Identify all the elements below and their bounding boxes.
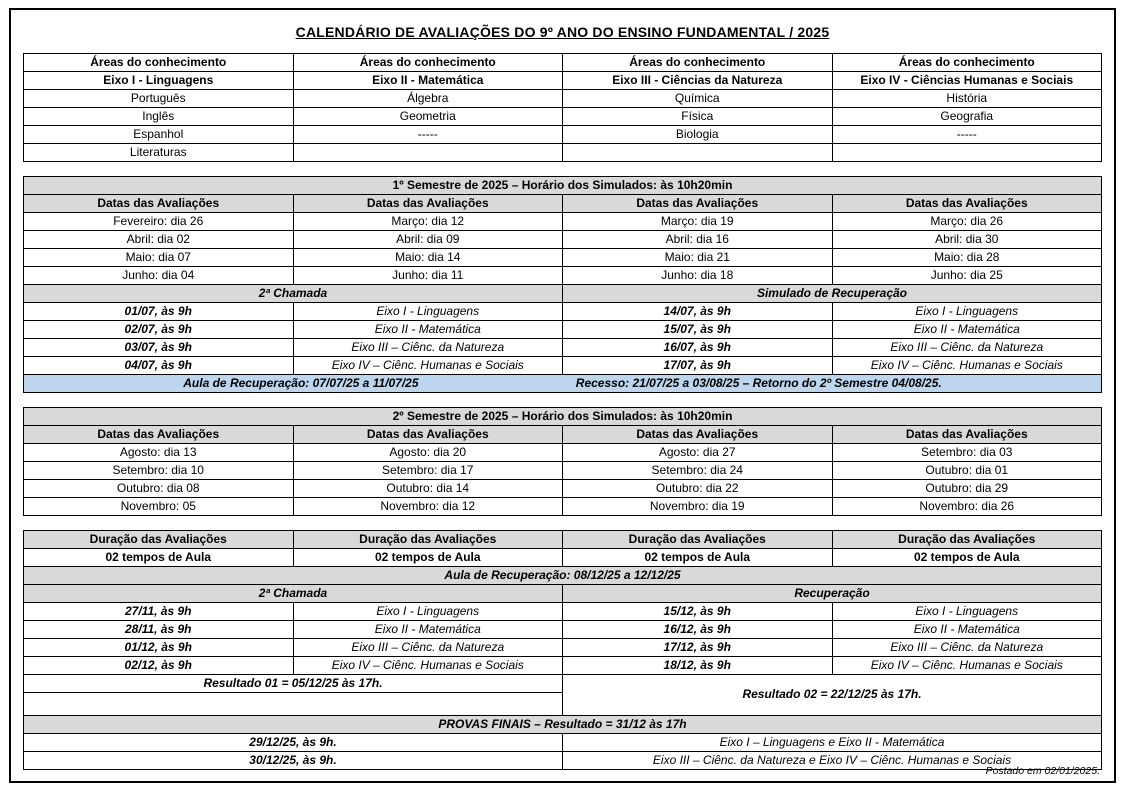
table-row [24,339,1102,357]
subject-cell: ----- [293,126,563,144]
recess-note: Recesso: 21/07/25 a 03/08/25 – Retorno do 2º Semestre 04/08/25. [575,375,942,390]
table-row [24,357,1102,375]
exam-date-cell: Abril: dia 30 [832,231,1102,249]
subject-cell: Geografia [832,108,1102,126]
subject-cell: História [832,90,1102,108]
exam-date-cell: Março: dia 12 [293,213,563,231]
subject-cell: Literaturas [24,144,294,162]
finals-subject-cell: Eixo I – Linguagens e Eixo II - Matemática [563,734,1102,752]
subject-cell [563,144,833,162]
table-row [24,480,1102,498]
table-row [24,462,1102,480]
subject-cell: Inglês [24,108,294,126]
table-row [24,126,1102,144]
makeup-date-cell: 15/12, às 9h [563,603,833,621]
makeup-date-cell: 04/07, às 9h [24,357,294,375]
finals-header: PROVAS FINAIS – Resultado = 31/12 às 17h [24,716,1102,734]
exam-date-cell: Junho: dia 25 [832,267,1102,285]
exam-date-cell: Agosto: dia 13 [24,444,294,462]
makeup-subject-cell: Eixo III – Ciênc. da Natureza [293,639,563,657]
table-row [24,213,1102,231]
exam-date-cell: Abril: dia 09 [293,231,563,249]
subject-cell: Química [563,90,833,108]
makeup-subject-cell: Eixo III – Ciênc. da Natureza [832,639,1102,657]
subject-cell [832,144,1102,162]
subject-cell: Geometria [293,108,563,126]
subject-cell: Física [563,108,833,126]
table-row [24,195,1102,213]
exam-date-cell: Setembro: dia 24 [563,462,833,480]
exam-date-cell: Outubro: dia 01 [832,462,1102,480]
exam-date-cell: Outubro: dia 14 [293,480,563,498]
table-row [24,249,1102,267]
areas-table [23,53,1102,162]
table-row [24,567,1102,585]
duration-header-cell: Duração das Avaliações [832,531,1102,549]
makeup-date-cell: 17/07, às 9h [563,357,833,375]
table-row [24,734,1102,752]
areas-header-cell: Áreas do conhecimento [24,54,294,72]
makeup-date-cell: 16/07, às 9h [563,339,833,357]
table-row [24,498,1102,516]
exam-date-cell: Maio: dia 14 [293,249,563,267]
areas-header-cell: Áreas do conhecimento [563,54,833,72]
semester1-title: 1º Semestre de 2025 – Horário dos Simulados: às 10h20min [24,177,1102,195]
table-row [24,108,1102,126]
makeup-subject-cell: Eixo IV – Ciênc. Humanas e Sociais [832,657,1102,675]
finals-subject-cell: Eixo III – Ciênc. da Natureza e Eixo IV – Ciênc. Humanas e Sociais [563,752,1102,770]
dates-header-cell: Datas das Avaliações [24,426,294,444]
result-2-cell: Resultado 02 = 22/12/25 às 17h. [563,675,1102,716]
exam-date-cell: Novembro: dia 12 [293,498,563,516]
makeup-date-cell: 14/07, às 9h [563,303,833,321]
exam-date-cell: Abril: dia 02 [24,231,294,249]
exam-date-cell: Outubro: dia 29 [832,480,1102,498]
table-row [24,303,1102,321]
makeup-date-cell: 02/12, às 9h [24,657,294,675]
makeup-date-cell: 28/11, às 9h [24,621,294,639]
dates-header-cell: Datas das Avaliações [293,195,563,213]
dates-header-cell: Datas das Avaliações [832,195,1102,213]
chamada-section-header: 2ª Chamada [24,285,563,303]
exam-date-cell: Outubro: dia 22 [563,480,833,498]
dates-header-cell: Datas das Avaliações [293,426,563,444]
table-row [24,716,1102,734]
exam-date-cell: Agosto: dia 27 [563,444,833,462]
exam-date-cell: Novembro: dia 26 [832,498,1102,516]
exam-date-cell: Junho: dia 18 [563,267,833,285]
exam-date-cell: Setembro: dia 03 [832,444,1102,462]
table-row [24,621,1102,639]
exam-date-cell: Junho: dia 04 [24,267,294,285]
subject-cell: Português [24,90,294,108]
table-row [24,72,1102,90]
recuperacao-section-header: Recuperação [563,585,1102,603]
december-recovery-note: Aula de Recuperação: 08/12/25 a 12/12/25 [24,567,1102,585]
makeup-subject-cell: Eixo II - Matemática [293,321,563,339]
duration-value-cell: 02 tempos de Aula [832,549,1102,567]
exam-date-cell: Maio: dia 21 [563,249,833,267]
table-row [24,657,1102,675]
duration-header-cell: Duração das Avaliações [24,531,294,549]
subject-cell: Biologia [563,126,833,144]
makeup-subject-cell: Eixo I - Linguagens [293,603,563,621]
semester2-table [23,407,1102,516]
dates-header-cell: Datas das Avaliações [24,195,294,213]
document-page [9,8,1116,783]
exam-date-cell: Maio: dia 28 [832,249,1102,267]
makeup-subject-cell: Eixo I - Linguagens [832,603,1102,621]
makeup-subject-cell: Eixo III – Ciênc. da Natureza [293,339,563,357]
semester2-title: 2º Semestre de 2025 – Horário dos Simulados: às 10h20min [24,408,1102,426]
makeup-subject-cell: Eixo IV – Ciênc. Humanas e Sociais [293,657,563,675]
exam-date-cell: Setembro: dia 17 [293,462,563,480]
exam-date-cell: Agosto: dia 20 [293,444,563,462]
eixo-header-cell: Eixo IV - Ciências Humanas e Sociais [832,72,1102,90]
page-title: CALENDÁRIO DE AVALIAÇÕES DO 9º ANO DO ENSINO FUNDAMENTAL / 2025 [295,24,830,40]
finals-table [23,530,1102,770]
duration-value-cell: 02 tempos de Aula [293,549,563,567]
result-1-cell: Resultado 01 = 05/12/25 às 17h. [24,675,563,693]
table-row [24,752,1102,770]
makeup-subject-cell: Eixo III – Ciênc. da Natureza [832,339,1102,357]
dates-header-cell: Datas das Avaliações [832,426,1102,444]
makeup-subject-cell: Eixo I - Linguagens [832,303,1102,321]
posted-date: Postado em 02/01/2025. [985,765,1100,777]
exam-date-cell: Outubro: dia 08 [24,480,294,498]
eixo-header-cell: Eixo I - Linguagens [24,72,294,90]
subject-cell: Álgebra [293,90,563,108]
table-row [24,585,1102,603]
makeup-date-cell: 16/12, às 9h [563,621,833,639]
makeup-subject-cell: Eixo IV – Ciênc. Humanas e Sociais [293,357,563,375]
subject-cell: ----- [832,126,1102,144]
semester1-table [23,176,1102,393]
exam-date-cell: Maio: dia 07 [24,249,294,267]
table-row [24,531,1102,549]
recovery-note-row [24,375,1102,393]
table-row [24,321,1102,339]
table-row [24,231,1102,249]
eixo-header-cell: Eixo II - Matemática [293,72,563,90]
table-row [24,549,1102,567]
table-row [24,267,1102,285]
exam-date-cell: Março: dia 26 [832,213,1102,231]
table-row [24,90,1102,108]
subject-cell: Espanhol [24,126,294,144]
makeup-date-cell: 27/11, às 9h [24,603,294,621]
exam-date-cell: Fevereiro: dia 26 [24,213,294,231]
chamada-section-header: 2ª Chamada [24,585,563,603]
table-row [24,285,1102,303]
empty-cell [24,693,563,716]
table-row [24,426,1102,444]
table-row [24,444,1102,462]
makeup-date-cell: 03/07, às 9h [24,339,294,357]
duration-header-cell: Duração das Avaliações [563,531,833,549]
eixo-header-cell: Eixo III - Ciências da Natureza [563,72,833,90]
finals-date-cell: 30/12/25, às 9h. [24,752,563,770]
makeup-subject-cell: Eixo II - Matemática [293,621,563,639]
exam-date-cell: Novembro: 05 [24,498,294,516]
exam-date-cell: Novembro: dia 19 [563,498,833,516]
makeup-date-cell: 17/12, às 9h [563,639,833,657]
table-row [24,375,1102,393]
makeup-date-cell: 15/07, às 9h [563,321,833,339]
table-row [24,675,1102,693]
exam-date-cell: Março: dia 19 [563,213,833,231]
table-row [24,144,1102,162]
makeup-date-cell: 18/12, às 9h [563,657,833,675]
makeup-date-cell: 01/07, às 9h [24,303,294,321]
table-row [24,177,1102,195]
recovery-note: Aula de Recuperação: 07/07/25 a 11/07/25 [183,375,419,390]
duration-value-cell: 02 tempos de Aula [563,549,833,567]
duration-value-cell: 02 tempos de Aula [24,549,294,567]
table-row [24,639,1102,657]
table-row [24,603,1102,621]
areas-header-cell: Áreas do conhecimento [832,54,1102,72]
exam-date-cell: Abril: dia 16 [563,231,833,249]
exam-date-cell: Setembro: dia 10 [24,462,294,480]
subject-cell [293,144,563,162]
finals-date-cell: 29/12/25, às 9h. [24,734,563,752]
makeup-subject-cell: Eixo I - Linguagens [293,303,563,321]
makeup-subject-cell: Eixo II - Matemática [832,621,1102,639]
simulado-recuperacao-header: Simulado de Recuperação [563,285,1102,303]
table-row [24,54,1102,72]
dates-header-cell: Datas das Avaliações [563,195,833,213]
makeup-subject-cell: Eixo II - Matemática [832,321,1102,339]
makeup-date-cell: 01/12, às 9h [24,639,294,657]
areas-header-cell: Áreas do conhecimento [293,54,563,72]
exam-date-cell: Junho: dia 11 [293,267,563,285]
dates-header-cell: Datas das Avaliações [563,426,833,444]
makeup-date-cell: 02/07, às 9h [24,321,294,339]
duration-header-cell: Duração das Avaliações [293,531,563,549]
table-row [24,408,1102,426]
makeup-subject-cell: Eixo IV – Ciênc. Humanas e Sociais [832,357,1102,375]
